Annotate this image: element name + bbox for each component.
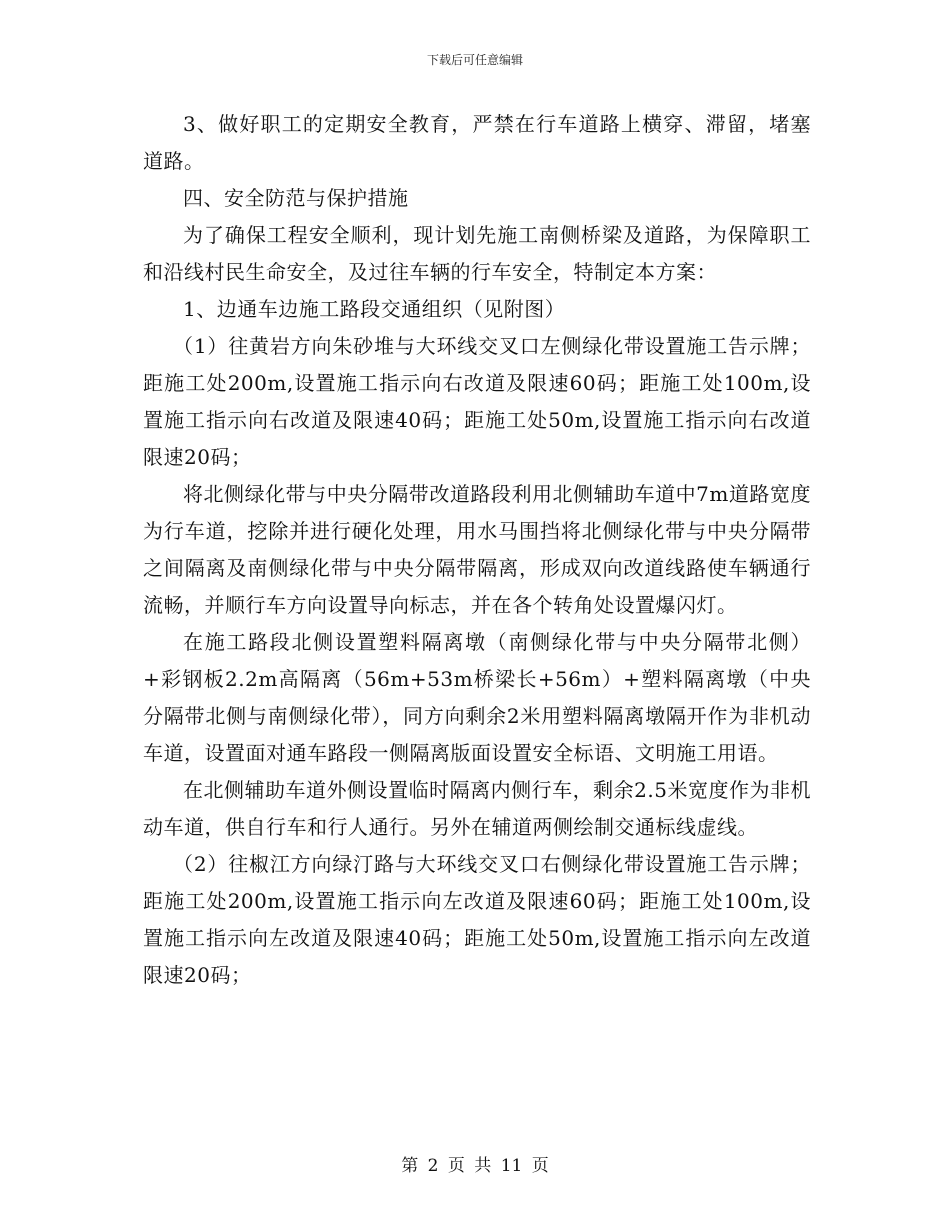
page-number-footer: 第 2 页 共 11 页 (401, 1156, 549, 1176)
subheading-traffic-organization: 1、边通车边施工路段交通组织（见附图） (183, 297, 566, 321)
paragraph-diversion-route: 将北侧绿化带与中央分隔带改道路段利用北侧辅助车道中7m道路宽度为行车道，挖除并进行硬化处理，用水马围挡将北侧绿化带与中央分隔带之间隔离及南侧绿化带与中央分隔带隔离，形成双向改道线路使车辆通行流畅，并顺行车方向设置导向标志，并在各个转角处设置爆闪灯。 (143, 482, 811, 617)
paragraph-auxiliary-lane: 在北侧辅助车道外侧设置临时隔离内侧行车，剩余2.5米宽度作为非机动车道，供自行车和行人通行。另外在辅道两侧绘制交通标线虚线。 (143, 778, 811, 839)
paragraph-plan-intro: 为了确保工程安全顺利，现计划先施工南侧桥梁及道路，为保障职工和沿线村民生命安全，及过往车辆的行车安全，特制定本方案： (143, 223, 811, 284)
document-body (143, 106, 811, 994)
section-heading-safety-measures: 四、安全防范与保护措施 (183, 186, 409, 210)
paragraph-huangyan-direction: （1）往黄岩方向朱砂堆与大环线交叉口左侧绿化带设置施工告示牌；距施工处200m,设置施工指示向右改道及限速60码；距施工处100m,设置施工指示向右改道及限速40码；距施工处50m,设置施工指示向右改道限速20码； (143, 334, 811, 469)
paragraph-isolation-barriers: 在施工路段北侧设置塑料隔离墩（南侧绿化带与中央分隔带北侧）+彩钢板2.2m高隔离（56m+53m桥梁长+56m）+塑料隔离墩（中央分隔带北侧与南侧绿化带），同方向剩余2米用塑料隔离墩隔开作为非机动车道，设置面对通车路段一侧隔离版面设置安全标语、文明施工用语。 (143, 630, 811, 765)
page-header: 下载后可任意编辑 (426, 53, 523, 67)
paragraph-safety-education: 3、做好职工的定期安全教育，严禁在行车道路上横穿、滞留，堵塞道路。 (143, 112, 811, 173)
paragraph-jiaojiang-direction: （2）往椒江方向绿汀路与大环线交叉口右侧绿化带设置施工告示牌；距施工处200m,设置施工指示向左改道及限速60码；距施工处100m,设置施工指示向左改道及限速40码；距施工处50m,设置施工指示向左改道限速20码； (143, 852, 811, 987)
